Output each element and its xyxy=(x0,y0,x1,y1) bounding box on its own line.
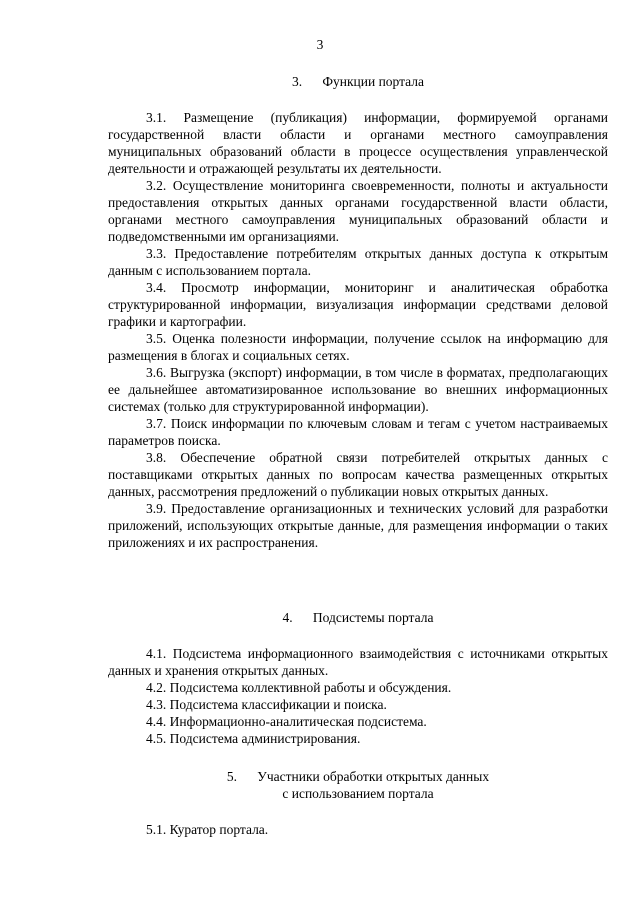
paragraph-3-1: 3.1. Размещение (публикация) информации, формируемой органами государственной власти области и органами местного самоуправления муниципальных образований области в процессе осуществления управленческой деятельности и отражающей результаты их деятельности. xyxy=(108,110,608,176)
page-number: 3 xyxy=(316,37,324,52)
paragraph-3-3: 3.3. Предоставление потребителям открытых данных доступа к открытым данным с использованием портала. xyxy=(108,246,608,278)
paragraph-3-8: 3.8. Обеспечение обратной связи потребителей открытых данных с поставщиками открытых данных по вопросам качества размещенных открытых данных, рассмотрения предложений о публикации новых открытых данных. xyxy=(108,450,608,499)
section-heading-5: 5. Участники обработки открытых данных xyxy=(226,769,490,784)
paragraph-3-4: 3.4. Просмотр информации, мониторинг и аналитическая обработка структурированной информации, визуализация информации средствами деловой графики и картографии. xyxy=(108,280,608,329)
section-heading-4: 4. Подсистемы портала xyxy=(282,610,434,625)
paragraph-3-9: 3.9. Предоставление организационных и технических условий для разработки приложений, использующих открытые данные, для размещения информации о таких приложениях и их распространения. xyxy=(108,501,608,550)
paragraph-3-7: 3.7. Поиск информации по ключевым словам и тегам с учетом настраиваемых параметров поиска. xyxy=(108,416,608,448)
section-heading-5-line-2: с использованием портала xyxy=(282,786,434,801)
section-4-body xyxy=(108,645,608,747)
paragraph-3-5: 3.5. Оценка полезности информации, получение ссылок на информацию для размещения в блогах и социальных сетях. xyxy=(108,331,608,363)
paragraph-3-2: 3.2. Осуществление мониторинга своевременности, полноты и актуальности предоставления открытых данных органами государственной власти области, органами местного самоуправления муниципальных образований области и подведомственными им организациями. xyxy=(108,178,608,244)
paragraph-4-5: 4.5. Подсистема администрирования. xyxy=(146,731,361,746)
paragraph-4-3: 4.3. Подсистема классификации и поиска. xyxy=(146,697,387,712)
section-heading-3: 3. Функции портала xyxy=(291,74,425,89)
section-3-body xyxy=(108,109,608,551)
paragraph-5-1: 5.1. Куратор портала. xyxy=(146,822,269,837)
section-5-body xyxy=(108,821,608,838)
paragraph-4-4: 4.4. Информационно-аналитическая подсистема. xyxy=(146,714,427,729)
paragraph-4-2: 4.2. Подсистема коллективной работы и обсуждения. xyxy=(146,680,452,695)
paragraph-4-1: 4.1. Подсистема информационного взаимодействия с источниками открытых данных и хранения открытых данных. xyxy=(108,646,608,678)
paragraph-3-6: 3.6. Выгрузка (экспорт) информации, в том числе в форматах, предполагающих ее дальнейшее автоматизированное использование во внешних информационных системах (только для структурированной информации). xyxy=(108,365,608,414)
